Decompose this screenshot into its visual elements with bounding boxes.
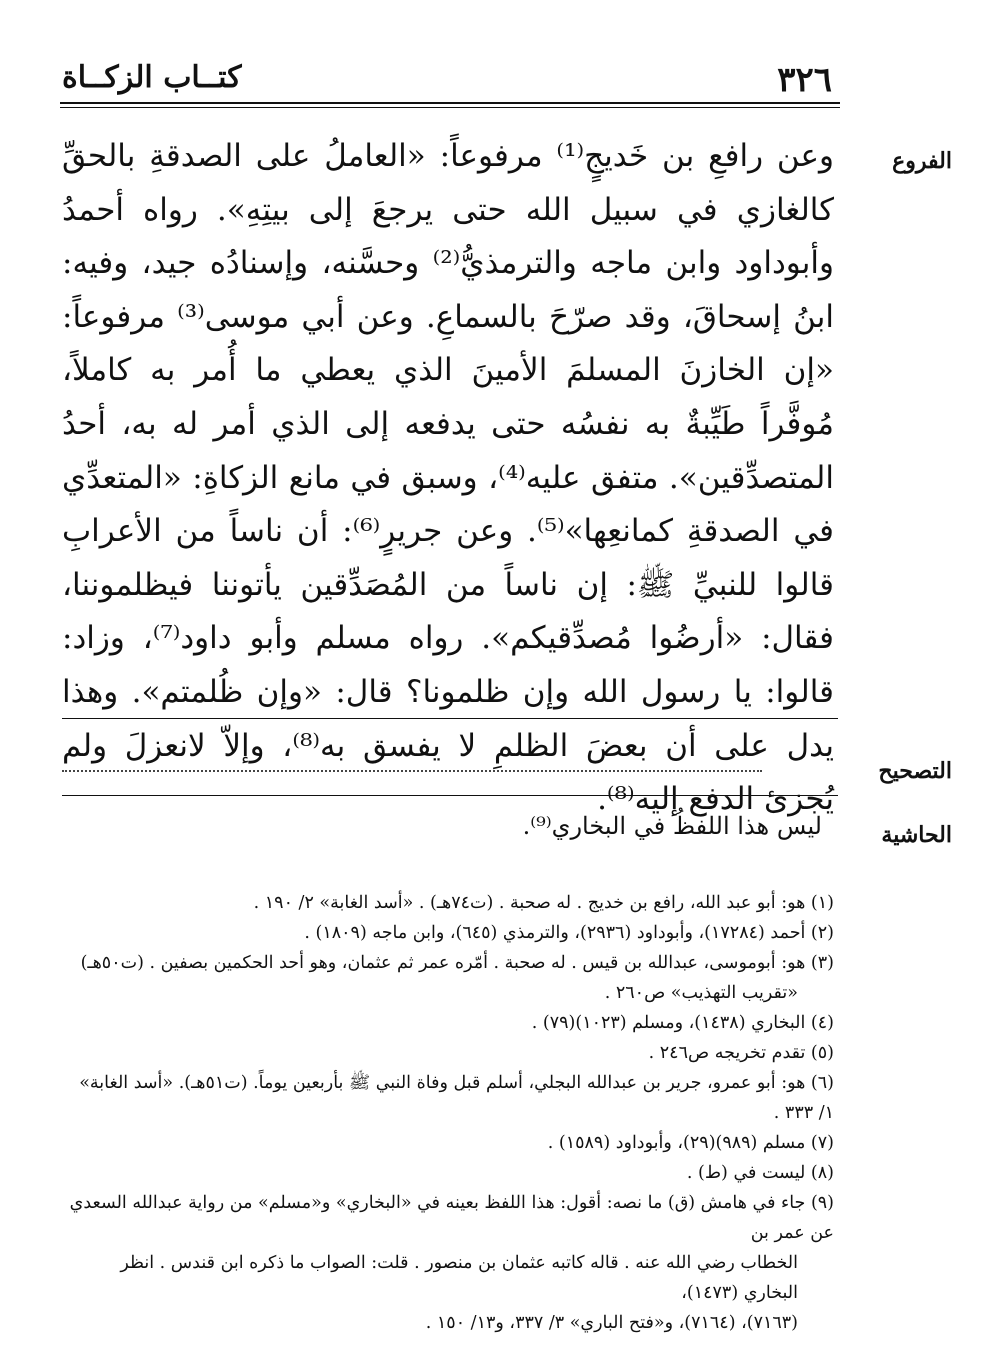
- footnote: (٩) جاء في هامش (ق) ما نصه: أقول: هذا اللفظ بعينه في «البخاري» و«مسلم» من رواية عبدالله السعدي عن عمر بن: [69, 1193, 834, 1243]
- footnote: (٤) البخاري (١٤٣٨)، ومسلم (١٠٢٣)(٧٩) .: [531, 1013, 834, 1033]
- footnote: (٨) ليست في (ط) .: [686, 1163, 834, 1183]
- footnote-continuation: (٧١٦٣)، (٧١٦٤)، و«فتح الباري» ٣/ ٣٣٧، و١٣/ ١٥٠ .: [425, 1313, 798, 1333]
- section-label-furu: الفروع: [892, 148, 952, 174]
- running-title: كتــاب الزكــاة: [62, 60, 242, 95]
- section-label-hashia: الحاشية: [881, 822, 952, 848]
- header-rule: [60, 102, 840, 104]
- divider-rule: [62, 718, 838, 719]
- hashia-text: ليس هذا اللفظُ في البخاري⁽⁹⁾.: [522, 812, 822, 840]
- footnotes: [62, 888, 834, 1338]
- footnote: (٥) تقدم تخريجه ص٢٤٦ .: [648, 1043, 834, 1063]
- section-label-tashih: التصحيح: [878, 758, 952, 784]
- divider-rule-2: [62, 795, 838, 796]
- footnote-continuation: الخطاب رضي الله عنه . قاله كاتبه عثمان بن منصور . قلت: الصواب ما ذكره ابن قندس . انظر البخاري (١٤٧٣)،: [120, 1253, 798, 1303]
- footnote-continuation: «تقريب التهذيب» ص٢٦٠ .: [604, 983, 798, 1003]
- header-rule-thin: [60, 107, 840, 108]
- footnote: (١) هو: أبو عبد الله، رافع بن خديج . له صحبة . (ت٧٤هـ) . «أسد الغابة» ٢/ ١٩٠ .: [253, 893, 834, 913]
- footnote: (٢) أحمد (١٧٢٨٤)، وأبوداود (٢٩٣٦)، والترمذي (٦٤٥)، وابن ماجه (١٨٠٩) .: [304, 923, 834, 943]
- main-body-text: وعن رافعِ بن خَديجٍ⁽¹⁾ مرفوعاً: «العاملُ على الصدقةِ بالحقِّ كالغازي في سبيل الله حتى يرجعَ إلى بيتِهِ». رواه أحمدُ وأبوداود وابن ماجه والترمذيُّ⁽²⁾ وحسَّنه، وإسنادُه جيد، وفيه: ابنُ إسحاقَ، وقد صرّحَ بالسماعِ. وعن أبي موسى⁽³⁾ مرفوعاً: «إن الخازنَ المسلمَ الأمينَ الذي يعطي ما أُمر به كاملاً، مُوفَّراً طَيِّبةٌ به نفسُه حتى يدفعه إلى الذي أمر له به، أحدُ المتصدِّقين». متفق عليه⁽⁴⁾، وسبق في مانع الزكاةِ: «المتعدِّي في الصدقةِ كمانعِها»⁽⁵⁾. وعن جريرٍ⁽⁶⁾: أن ناساً من الأعرابِ قالوا للنبيِّ ﷺ: إن ناساً من المُصَدِّقين يأتوننا فيظلموننا، فقال: «أرضُوا مُصدِّقيكم». رواه مسلم وأبو داود⁽⁷⁾، وزاد: قالوا: يا رسول الله وإن ظلمونا؟ قال: «وإن ظُلمتم». وهذا يدل على أن بعضَ الظلمِ لا يفسق به⁽⁸⁾، وإلاّ لانعزلَ ولم يُجزئ الدفع إليه⁽⁸⁾.: [62, 138, 835, 818]
- tashih-dotted-line: [62, 770, 762, 772]
- footnote: (٦) هو: أبو عمرو، جرير بن عبدالله البجلي، أسلم قبل وفاة النبي ﷺ بأربعين يوماً. (ت٥١هـ). «أسد الغابة» ١/ ٣٣٣ .: [79, 1073, 834, 1123]
- page-number: ٣٢٦: [777, 60, 832, 100]
- footnote: (٧) مسلم (٩٨٩)(٢٩)، وأبوداود (١٥٨٩) .: [547, 1133, 834, 1153]
- footnote: (٣) هو: أبوموسى، عبدالله بن قيس . له صحبة . أمّره عمر ثم عثمان، وهو أحد الحكمين بصفين . (ت٥٠هـ): [80, 953, 834, 973]
